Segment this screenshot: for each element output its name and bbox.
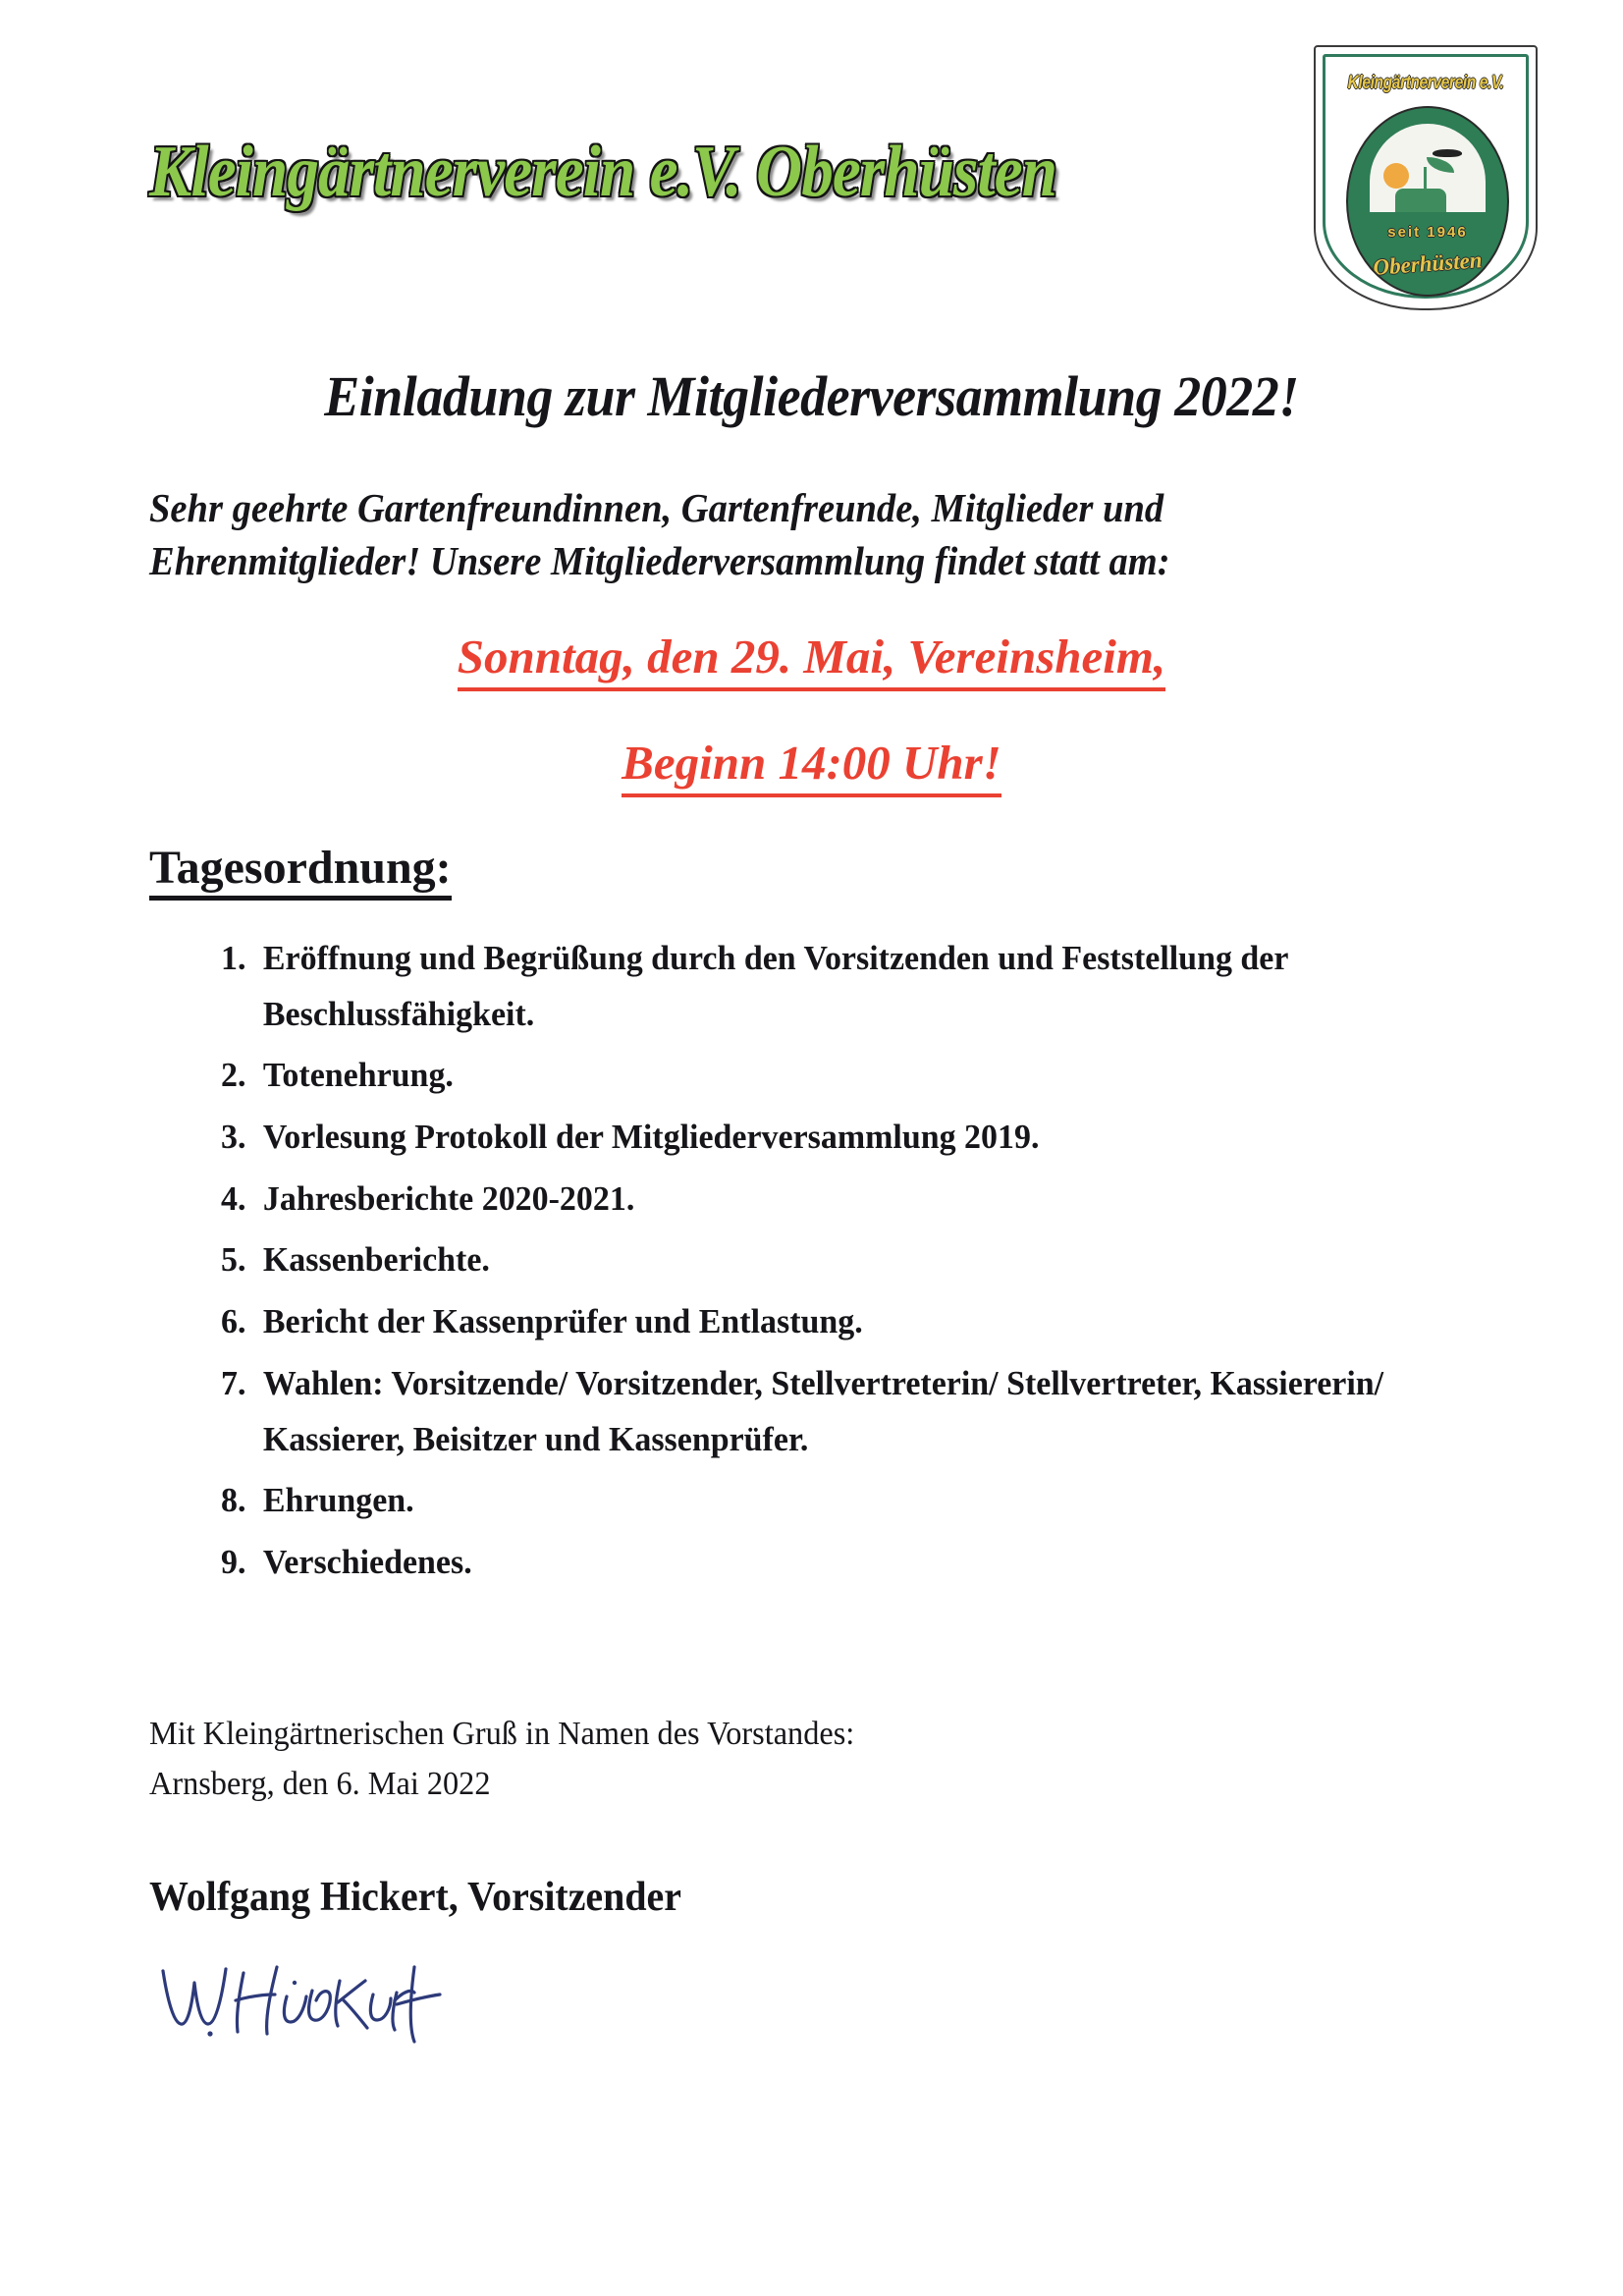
hedge-icon [1395,189,1446,212]
leaf-icon [1427,157,1454,173]
salutation-paragraph [149,481,1386,587]
agenda-item-text: Kassenberichte. [262,1240,490,1280]
bird-icon [1433,149,1462,157]
agenda-item-number: 4. [220,1178,246,1218]
crest-oval [1346,106,1509,297]
salutation-line-1: Sehr geehrte Gartenfreundinnen, Gartenfreunde, Mitglieder und [149,485,1164,530]
agenda-item [196,1172,1434,1228]
agenda-list [196,931,1473,1597]
agenda-item-number: 8. [220,1481,246,1520]
agenda-item-number: 5. [220,1240,246,1280]
agenda-item-text: Wahlen: Vorsitzende/ Vorsitzender, Stellvertreterin/ Stellvertreter, Kassiererin/ Kassierer, Beisitzer und Kassenprüfer. [262,1363,1384,1458]
agenda-item-text: Ehrungen. [262,1481,414,1520]
club-wordmark: Kleingärtnerverein e.V. Oberhüsten [149,132,1057,212]
salutation-line-2: Ehrenmitglieder! Unsere Mitgliederversammlung findet statt am: [149,538,1170,584]
agenda-item-number: 9. [220,1542,246,1581]
agenda-item [196,1232,1434,1288]
event-time-text: Beginn 14:00 Uhr! [622,736,1001,797]
agenda-item [196,1110,1434,1166]
agenda-item-text: Vorlesung Protokoll der Mitgliederversammlung 2019. [262,1118,1040,1157]
club-crest-logo [1314,45,1538,310]
agenda-item-text: Jahresberichte 2020-2021. [262,1178,635,1218]
agenda-item-number: 7. [220,1363,246,1402]
garden-scene-icon [1370,124,1486,212]
closing-paragraph [149,1709,854,1809]
signature-icon [157,1940,481,2057]
crest-founded-text: seit 1946 [1387,224,1468,241]
sun-icon [1383,163,1409,189]
closing-line-1: Mit Kleingärtnerischen Gruß in Namen des Vorstandes: [149,1716,855,1752]
crest-place-text: Oberhüsten [1372,247,1484,280]
agenda-item-number: 2. [220,1056,246,1095]
agenda-item-number: 1. [220,939,246,977]
agenda-item-number: 3. [220,1118,246,1157]
agenda-item-text: Totenehrung. [262,1056,454,1095]
agenda-item-text: Bericht der Kassenprüfer und Entlastung. [262,1302,863,1341]
signer-name: Wolfgang Hickert, Vorsitzender [149,1875,681,1920]
agenda-item [196,1356,1434,1467]
agenda-item-text: Eröffnung und Begrüßung durch den Vorsitzenden und Feststellung der Beschlussfähigkeit. [262,939,1288,1033]
agenda-item [196,1473,1434,1529]
handwritten-signature [157,1940,481,2057]
event-date-line [0,629,1623,684]
closing-line-2: Arnsberg, den 6. Mai 2022 [149,1766,491,1802]
agenda-item-text: Verschiedenes. [262,1542,472,1581]
agenda-heading [149,841,452,895]
event-date-text: Sonntag, den 29. Mai, Vereinsheim, [458,629,1166,691]
letterhead [0,0,1623,334]
agenda-item [196,1535,1434,1591]
agenda-item [196,931,1434,1042]
agenda-item [196,1048,1434,1104]
agenda-heading-text: Tagesordnung: [149,842,452,901]
crest-title-text: Kleingärtnerverein e.V. [1347,73,1504,93]
event-time-line [0,735,1623,791]
agenda-item [196,1294,1434,1350]
page-title: Einladung zur Mitgliederversammlung 2022! [324,364,1299,428]
agenda-item-number: 6. [220,1302,246,1341]
